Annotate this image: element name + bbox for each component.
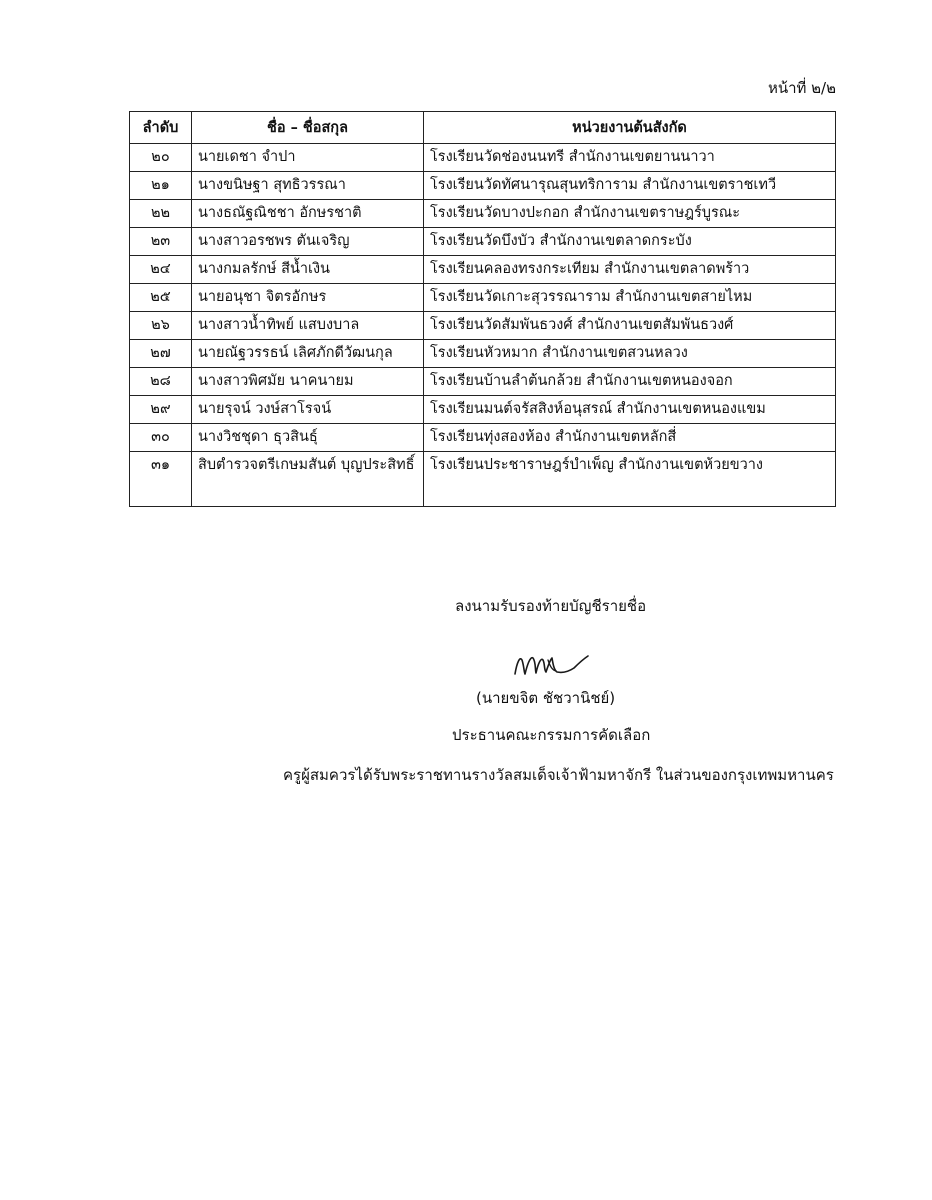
- row-unit: โรงเรียนบ้านลำต้นกล้วย สำนักงานเขตหนองจอก: [424, 368, 836, 396]
- row-name: นางสาวอรชพร ตันเจริญ: [192, 228, 424, 256]
- signer-role-detail: ครูผู้สมควรได้รับพระราชทานรางวัลสมเด็จเจ้าฟ้ามหาจักรี ในส่วนของกรุงเทพมหานคร: [283, 766, 834, 784]
- row-no: ๒๒: [130, 200, 192, 228]
- row-unit: โรงเรียนประชาราษฎร์บำเพ็ญ สำนักงานเขตห้วยขวาง: [424, 452, 836, 507]
- row-unit: โรงเรียนหัวหมาก สำนักงานเขตสวนหลวง: [424, 340, 836, 368]
- row-no: ๒๖: [130, 312, 192, 340]
- table-row: [130, 452, 836, 507]
- row-no: ๒๑: [130, 172, 192, 200]
- table-row: [130, 200, 836, 228]
- row-no: ๒๙: [130, 396, 192, 424]
- row-unit: โรงเรียนทุ่งสองห้อง สำนักงานเขตหลักสี่: [424, 424, 836, 452]
- row-name: นางธณัฐณิชชา อักษรชาติ: [192, 200, 424, 228]
- row-unit: โรงเรียนวัดสัมพันธวงศ์ สำนักงานเขตสัมพันธวงศ์: [424, 312, 836, 340]
- row-name: นายณัฐวรรธน์ เลิศภักดีวัฒนกุล: [192, 340, 424, 368]
- row-unit: โรงเรียนวัดทัศนารุณสุนทริการาม สำนักงานเขตราชเทวี: [424, 172, 836, 200]
- row-no: ๒๗: [130, 340, 192, 368]
- row-name: นางกมลรักษ์ สีน้ำเงิน: [192, 256, 424, 284]
- row-no: ๓๐: [130, 424, 192, 452]
- row-name: นางสาวน้ำทิพย์ แสบงบาล: [192, 312, 424, 340]
- header-name: ชื่อ – ชื่อสกุล: [192, 112, 424, 144]
- table-row: [130, 340, 836, 368]
- row-no: ๒๕: [130, 284, 192, 312]
- roster-table: [129, 111, 836, 507]
- table-row: [130, 368, 836, 396]
- table-header-row: [130, 112, 836, 144]
- signer-role: ประธานคณะกรรมการคัดเลือก: [452, 726, 651, 744]
- certification-text: ลงนามรับรองท้ายบัญชีรายชื่อ: [455, 597, 647, 615]
- row-name: สิบตำรวจตรีเกษมสันต์ บุญประสิทธิ์: [192, 452, 424, 507]
- table-row: [130, 424, 836, 452]
- table-row: [130, 396, 836, 424]
- row-unit: โรงเรียนวัดช่องนนทรี สำนักงานเขตยานนาวา: [424, 144, 836, 172]
- row-no: ๒๘: [130, 368, 192, 396]
- handwritten-signature: [512, 648, 592, 682]
- row-unit: โรงเรียนคลองทรงกระเทียม สำนักงานเขตลาดพร้าว: [424, 256, 836, 284]
- table-row: [130, 284, 836, 312]
- row-name: นางวิชชุดา ธุวสินธุ์: [192, 424, 424, 452]
- header-no: ลำดับ: [130, 112, 192, 144]
- row-no: ๒๐: [130, 144, 192, 172]
- row-name: นายรุจน์ วงษ์สาโรจน์: [192, 396, 424, 424]
- row-no: ๒๓: [130, 228, 192, 256]
- row-no: ๓๑: [130, 452, 192, 507]
- table-row: [130, 228, 836, 256]
- row-unit: โรงเรียนวัดเกาะสุวรรณาราม สำนักงานเขตสายไหม: [424, 284, 836, 312]
- table-row: [130, 312, 836, 340]
- row-unit: โรงเรียนวัดบางปะกอก สำนักงานเขตราษฎร์บูรณะ: [424, 200, 836, 228]
- table-row: [130, 256, 836, 284]
- row-unit: โรงเรียนวัดบึงบัว สำนักงานเขตลาดกระบัง: [424, 228, 836, 256]
- header-unit: หน่วยงานต้นสังกัด: [424, 112, 836, 144]
- table-row: [130, 144, 836, 172]
- row-name: นายเดชา จำปา: [192, 144, 424, 172]
- row-unit: โรงเรียนมนต์จรัสสิงห์อนุสรณ์ สำนักงานเขตหนองแขม: [424, 396, 836, 424]
- row-name: นางสาวพิศมัย นาคนายม: [192, 368, 424, 396]
- row-no: ๒๔: [130, 256, 192, 284]
- row-name: นายอนุชา จิตรอักษร: [192, 284, 424, 312]
- signer-name: (นายขจิต ชัชวานิชย์): [476, 689, 616, 707]
- page-number: หน้าที่ ๒/๒: [767, 79, 836, 97]
- row-name: นางขนิษฐา สุทธิวรรณา: [192, 172, 424, 200]
- table-row: [130, 172, 836, 200]
